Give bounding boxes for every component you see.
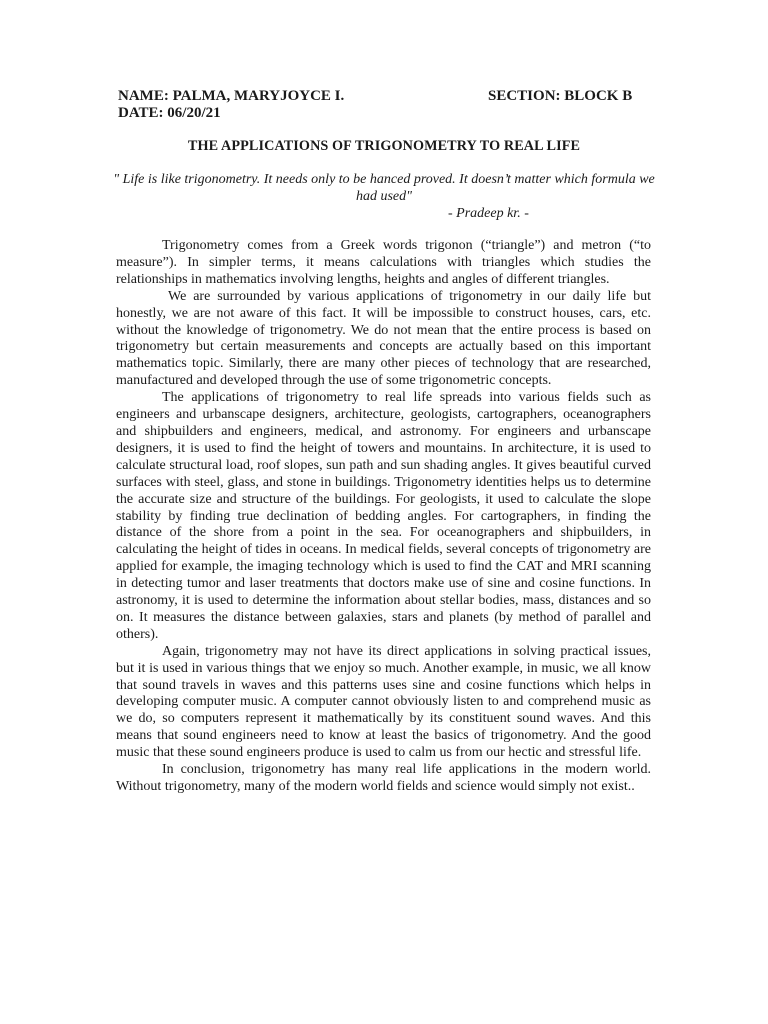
paragraph-intro: Trigonometry comes from a Greek words trigonon (“triangle”) and metron (“to measure”). In simpler terms, it means calculations with triangles which studies the relationships in mathematics involving lengths, heights and angles of different triangles.: [116, 238, 651, 287]
document-title: THE APPLICATIONS OF TRIGONOMETRY TO REAL LIFE: [187, 138, 581, 154]
paragraph-fields: The applications of trigonometry to real life spreads into various fields such as engineers and urbanscape designers, architecture, geologists, cartographers, oceanographers and shipbuilders and engineers, medical, and astronomy. For engineers and urbanscape designers, it is used to find the height of towers and mountains. In architecture, it is used to calculate structural load, roof slopes, sun path and sun shading angles. It gives beautiful curved surfaces with steel, glass, and stone in buildings. Trigonometry identities helps us to determine the accurate size and structure of the buildings. For geologists, it used to calculate the slope stability by finding true declination of bedding angles. For cartographers, in finding the distance of the shore from a point in the sea. For oceanographers and shipbuilders, in calculating the height of tides in oceans. In medical fields, several concepts of trigonometry are applied for example, the imaging technology which is used to find the CAT and MRI scanning in detecting tumor and laser treatments that doctors make use of sine and cosine functions. In astronomy, it is used to determine the information about stellar bodies, mass, distances and so on. It measures the distance between galaxies, stars and planets (by method of parallel and others).: [116, 390, 651, 642]
date-label: DATE: 06/20/21: [118, 105, 221, 121]
quote-author: - Pradeep kr. -: [448, 206, 529, 221]
header-row-date: [118, 105, 648, 122]
epigraph-quote: " Life is like trigonometry. It needs only to be hanced proved. It doesn’t matter which formula we had used": [113, 172, 655, 204]
paragraph-daily-life: We are surrounded by various applications of trigonometry in our daily life but honestly, we are not aware of this fact. It will be impossible to construct houses, cars, etc. without the knowledge of trigonometry. We do not mean that the entire process is based on trigonometry but certain measurements and concepts are actually based on this important mathematics topic. Similarly, there are many other pieces of technology that are researched, manufactured and developed through the use of some trigonometric concepts.: [116, 288, 651, 389]
student-name: NAME: PALMA, MARYJOYCE I.: [118, 88, 345, 104]
paragraph-conclusion: In conclusion, trigonometry has many real life applications in the modern world. Without trigonometry, many of the modern world fields and science would simply not exist..: [116, 762, 651, 794]
essay-body: [116, 238, 651, 796]
section-label: SECTION: BLOCK B: [488, 88, 633, 104]
paragraph-music: Again, trigonometry may not have its direct applications in solving practical issues, but it is used in various things that we enjoy so much. Another example, in music, we all know that sound travels in waves and this patterns uses sine and cosine functions which helps in developing computer music. A computer cannot obviously listen to and comprehend music as we do, so computers represent it mathematically by its constituent sound waves. And this means that sound engineers need to know at least the basics of trigonometry. And the good music that these sound engineers produce is used to calm us from our hectic and stressful life.: [116, 643, 651, 761]
header-row-name-section: [118, 88, 648, 105]
